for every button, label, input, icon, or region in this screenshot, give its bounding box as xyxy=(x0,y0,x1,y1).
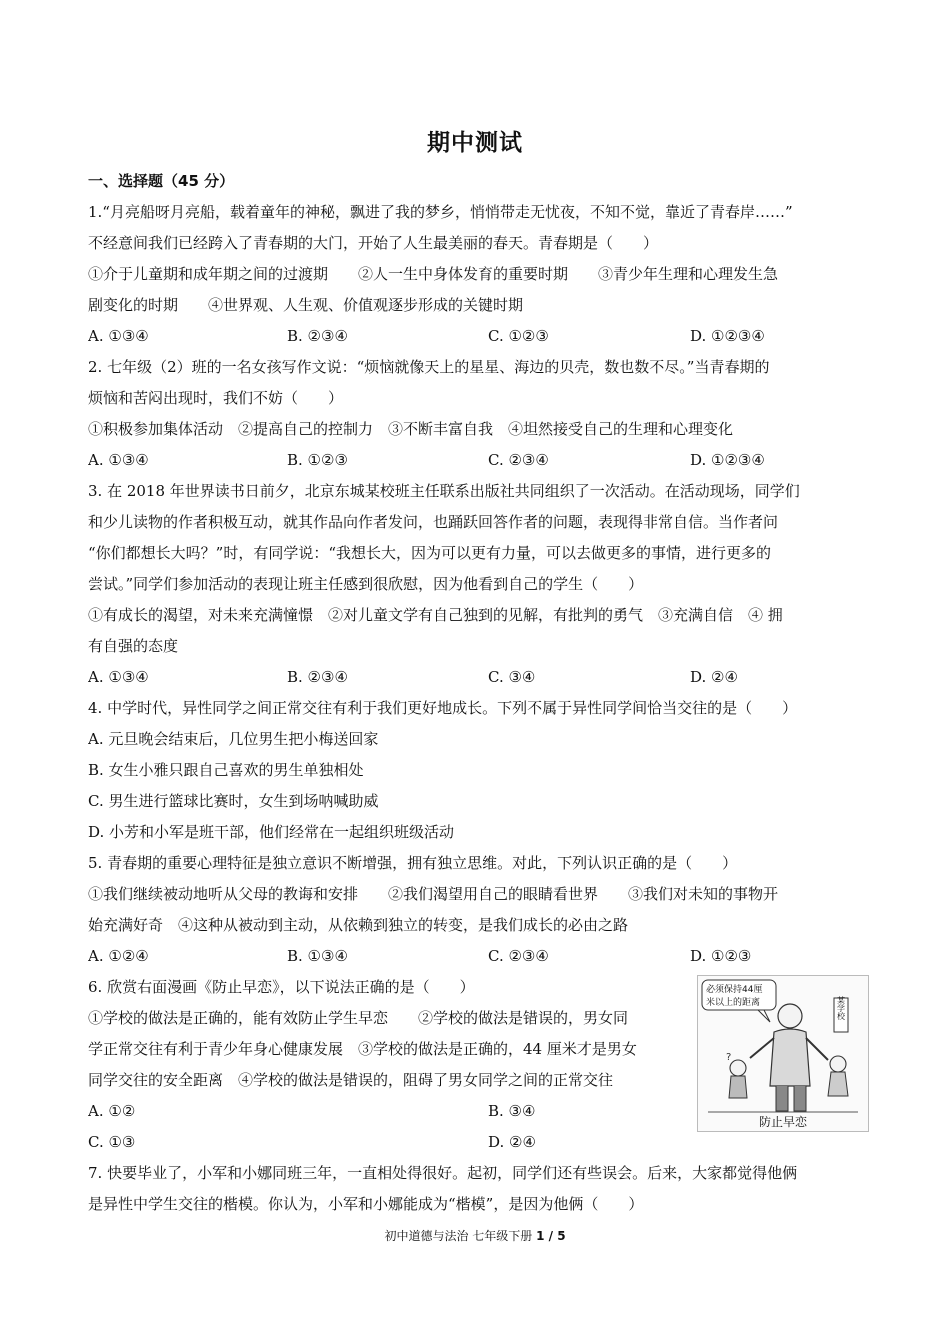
option-a: A. ①②④ xyxy=(88,947,149,965)
school-sign-text: 某学校 xyxy=(836,996,846,1020)
page-footer xyxy=(0,1227,950,1244)
question-1-line-3: ①介于儿童期和成年期之间的过渡期 ②人一生中身体发育的重要时期 ③青少年生理和心理发生急 xyxy=(88,265,779,283)
question-6-line-2: ①学校的做法是正确的，能有效防止学生早恋 ②学校的做法是错误的，男女同 xyxy=(88,1009,629,1027)
kid-left xyxy=(730,1060,746,1076)
question-5-line-1: 5. 青春期的重要心理特征是独立意识不断增强，拥有独立思维。对此，下列认识正确的是（ ） xyxy=(88,854,738,872)
option-a: A. ①③④ xyxy=(88,451,149,469)
question-3-line-1: 3. 在 2018 年世界读书日前夕，北京东城某校班主任联系出版社共同组织了一次活动。在活动现场，同学们 xyxy=(88,482,800,500)
footer-subject: 初中道德与法治 七年级下册 xyxy=(384,1229,533,1243)
option-d: D. ①②③④ xyxy=(690,451,765,469)
question-2-line-3: ①积极参加集体活动 ②提高自己的控制力 ③不断丰富自我 ④坦然接受自己的生理和心理变化 xyxy=(88,420,734,438)
option-c: C. ③④ xyxy=(488,668,536,686)
question-5-line-3: 始充满好奇 ④这种从被动到主动，从依赖到独立的转变，是我们成长的必由之路 xyxy=(88,916,629,934)
option-b: B. ②③④ xyxy=(287,668,348,686)
option-d: D. ①②③ xyxy=(690,947,752,965)
option-c: C. ①②③ xyxy=(488,327,549,345)
question-3-line-4: 尝试。”同学们参加活动的表现让班主任感到很欣慰，因为他看到自己的学生（ ） xyxy=(88,575,644,593)
option-a: A. ①② xyxy=(88,1102,136,1120)
question-3-line-3: “你们都想长大吗？”时，有同学说：“我想长大，因为可以更有力量，可以去做更多的事情，进行更多的 xyxy=(88,544,772,562)
kid-right xyxy=(830,1056,846,1072)
question-3-line-2: 和少儿读物的作者积极互动，就其作品向作者发问，也踊跃回答作者的问题，表现得非常自信。当作者问 xyxy=(88,513,779,531)
question-6-line-4: 同学交往的安全距离 ④学校的做法是错误的，阻碍了男女同学之间的正常交往 xyxy=(88,1071,614,1089)
option-d: D. ②④ xyxy=(690,668,738,686)
question-2-line-2: 烦恼和苦闷出现时，我们不妨（ ） xyxy=(88,389,344,407)
cartoon-caption: 防止早恋 xyxy=(758,1115,808,1129)
cartoon-illustration xyxy=(697,975,869,1132)
question-4-option-b: B. 女生小雅只跟自己喜欢的男生单独相处 xyxy=(88,761,364,779)
footer-page-number: 1 / 5 xyxy=(536,1229,566,1243)
option-d: D. ①②③④ xyxy=(690,327,765,345)
question-3-options xyxy=(88,662,866,693)
cartoon-drawing xyxy=(698,976,868,1131)
option-a: A. ①③④ xyxy=(88,668,149,686)
question-4-option-d: D. 小芳和小军是班干部，他们经常在一起组织班级活动 xyxy=(88,823,455,841)
option-c: C. ①③ xyxy=(88,1133,136,1151)
option-c: C. ②③④ xyxy=(488,947,549,965)
teacher-figure xyxy=(778,1004,802,1028)
option-a: A. ①③④ xyxy=(88,327,149,345)
question-6-line-1: 6. 欣赏右面漫画《防止早恋》，以下说法正确的是（ ） xyxy=(88,978,475,996)
question-3-line-6: 有自强的态度 xyxy=(88,637,179,655)
question-3-line-5: ①有成长的渴望，对未来充满憧憬 ②对儿童文学有自己独到的见解，有批判的勇气 ③充满自信 ④ 拥 xyxy=(88,606,783,624)
question-6-line-3: 学正常交往有利于青少年身心健康发展 ③学校的做法是正确的，44 厘米才是男女 xyxy=(88,1040,637,1058)
bubble-text-1: 必须保持44厘 xyxy=(706,985,763,995)
option-b: B. ③④ xyxy=(488,1102,536,1120)
question-1-line-2: 不经意间我们已经跨入了青春期的大门，开始了人生最美丽的春天。青春期是（ ） xyxy=(88,234,659,252)
question-4-option-a: A. 元旦晚会结束后，几位男生把小梅送回家 xyxy=(88,730,379,748)
option-c: C. ②③④ xyxy=(488,451,549,469)
option-b: B. ②③④ xyxy=(287,327,348,345)
question-4-line-1: 4. 中学时代，异性同学之间正常交往有利于我们更好地成长。下列不属于异性同学间恰当交往的是（ ） xyxy=(88,699,798,717)
bubble-text-2: 米以上的距离 xyxy=(706,998,761,1008)
question-2-line-1: 2. 七年级（2）班的一名女孩写作文说：“烦恼就像天上的星星、海边的贝壳，数也数不尽。”当青春期的 xyxy=(88,358,770,376)
question-5-options xyxy=(88,941,866,972)
option-d: D. ②④ xyxy=(488,1133,536,1151)
question-2-options xyxy=(88,445,866,476)
question-5-line-2: ①我们继续被动地听从父母的教诲和安排 ②我们渴望用自己的眼睛看世界 ③我们对未知的事物开 xyxy=(88,885,779,903)
section-heading: 一、选择题（45 分） xyxy=(88,172,235,190)
question-7-line-2: 是异性中学生交往的楷模。你认为，小军和小娜能成为“楷模”，是因为他俩（ ） xyxy=(88,1195,644,1213)
option-b: B. ①③④ xyxy=(287,947,348,965)
question-1-line-4: 剧变化的时期 ④世界观、人生观、价值观逐步形成的关键时期 xyxy=(88,296,524,314)
question-1-options xyxy=(88,321,866,352)
page-title: 期中测试 xyxy=(427,130,523,156)
question-7-line-1: 7. 快要毕业了，小军和小娜同班三年，一直相处得很好。起初，同学们还有些误会。后来，大家都觉得他俩 xyxy=(88,1164,798,1182)
question-4-option-c: C. 男生进行篮球比赛时，女生到场呐喊助威 xyxy=(88,792,379,810)
option-b: B. ①②③ xyxy=(287,451,348,469)
question-1-line-1: 1.“月亮船呀月亮船，载着童年的神秘，飘进了我的梦乡，悄悄带走无忧夜，不知不觉，靠近了青春岸……” xyxy=(88,203,793,221)
svg-text:?: ? xyxy=(726,1052,732,1063)
